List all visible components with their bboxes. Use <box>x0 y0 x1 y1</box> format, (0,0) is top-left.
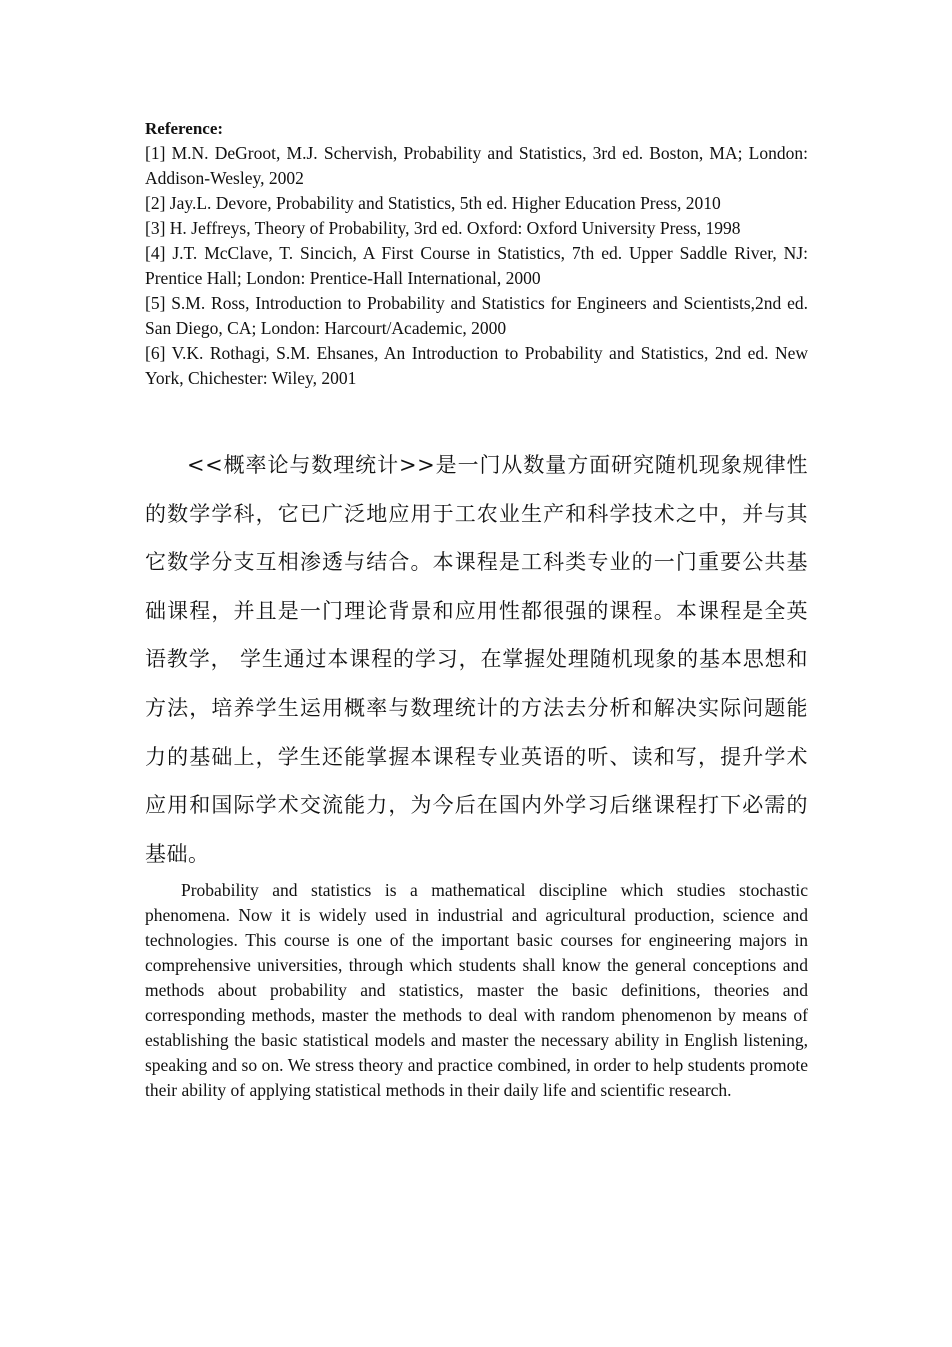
reference-item-3: [3] H. Jeffreys, Theory of Probability, 3rd ed. Oxford: Oxford University Press, 1998 <box>145 218 741 238</box>
reference-section <box>145 116 808 391</box>
reference-item-4: [4] J.T. McClave, T. Sincich, A First Course in Statistics, 7th ed. Upper Saddle River, NJ: Prentice Hall; London: Prentice-Hall International, 2000 <box>145 243 808 288</box>
reference-item-6: [6] V.K. Rothagi, S.M. Ehsanes, An Introduction to Probability and Statistics, 2nd ed. New York, Chichester: Wiley, 2001 <box>145 343 808 388</box>
reference-item-5: [5] S.M. Ross, Introduction to Probability and Statistics for Engineers and Scientists,2nd ed. San Diego, CA; London: Harcourt/Academic, 2000 <box>145 293 808 338</box>
english-description-paragraph: Probability and statistics is a mathematical discipline which studies stochastic phenomena. Now it is widely used in industrial and agricultural production, science and technologies. This course is one of the important basic courses for engineering majors in comprehensive universities, through which students shall know the general conceptions and methods about probability and statistics, master the basic definitions, theories and corresponding methods, master the methods to deal with random phenomenon by means of establishing the basic statistical models and master the necessary ability in English listening, speaking and so on. We stress theory and practice combined, in order to help students promote their ability of applying statistical methods in their daily life and scientific research. <box>145 880 808 1101</box>
reference-item-2: [2] Jay.L. Devore, Probability and Statistics, 5th ed. Higher Education Press, 2010 <box>145 193 721 213</box>
reference-list <box>145 141 808 391</box>
chinese-description-paragraph: <<概率论与数理统计>>是一门从数量方面研究随机现象规律性的数学学科，它已广泛地应用于工农业生产和科学技术之中，并与其它数学分支互相渗透与结合。本课程是工科类专业的一门重要公共基础课程，并且是一门理论背景和应用性都很强的课程。本课程是全英语教学， 学生通过本课程的学习，在掌握处理随机现象的基本思想和方法，培养学生运用概率与数理统计的方法去分析和解决实际问题能力的基础上，学生还能掌握本课程专业英语的听、读和写，提升学术应用和国际学术交流能力，为今后在国内外学习后继课程打下必需的基础。 <box>145 453 808 866</box>
document-page <box>145 116 808 1103</box>
reference-heading: Reference: <box>145 119 224 138</box>
reference-item-1: [1] M.N. DeGroot, M.J. Schervish, Probability and Statistics, 3rd ed. Boston, MA; London: Addison-Wesley, 2002 <box>145 143 808 188</box>
